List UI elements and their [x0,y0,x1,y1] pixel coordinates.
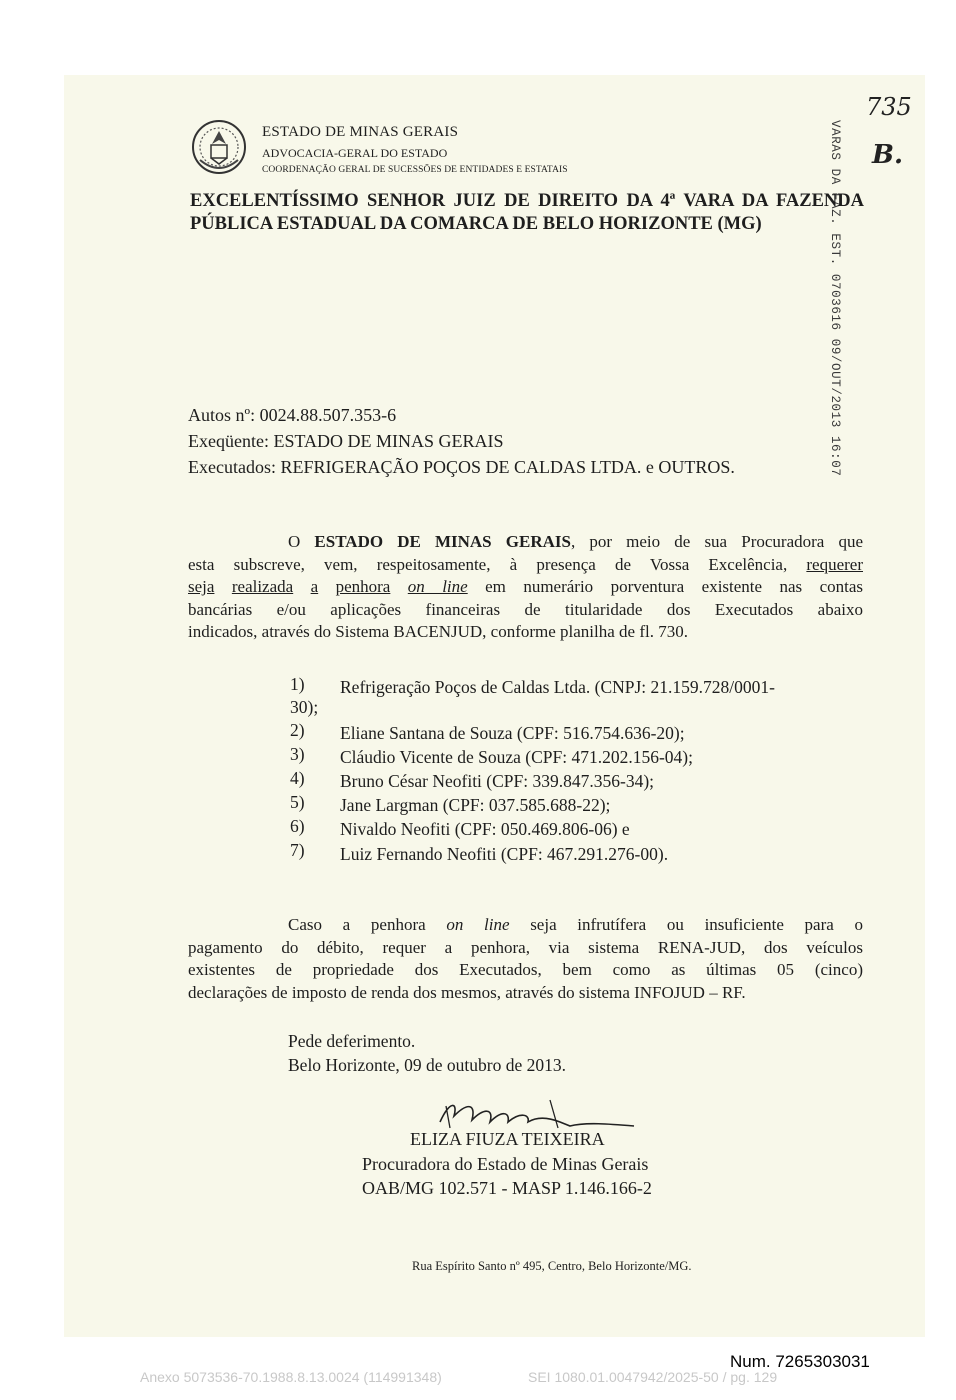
annex-reference: Anexo 5073536-70.1988.8.13.0024 (114991348) [140,1369,442,1385]
list-item: Refrigeração Poços de Caldas Ltda. (CNPJ: 21.159.728/0001- [340,677,775,697]
footer-address: Rua Espírito Santo nº 495, Centro, Belo Horizonte/MG. [412,1259,692,1273]
closing-request: Pede deferimento. [288,1031,416,1051]
request-paragraph: O ESTADO DE MINAS GERAIS, por meio de sua Procuradora que esta subscreve, vem, respeitosamente, à presença de Vossa Excelência, requerer seja realizada a penhora on line em numerário porventura existente nas contas bancárias e/ou aplicações financeiras de titularidade dos Executados abaixo indicados, através do Sistema BACENJUD, conforme planilha de fl. 730. [188,532,864,642]
case-plaintiff: Exeqüente: ESTADO DE MINAS GERAIS [188,431,504,451]
signatory-title: Procuradora do Estado de Minas Gerais [362,1154,649,1174]
list-item: Jane Largman (CPF: 037.585.688-22); [340,795,611,815]
signatory-name: ELIZA FIUZA TEIXEIRA [410,1129,605,1149]
case-number: Autos nº: 0024.88.507.353-6 [188,405,397,425]
sei-reference: SEI 1080.01.0047942/2025-50 / pg. 129 [528,1369,778,1385]
coat-of-arms-emblem [190,118,248,176]
list-item-number: 4) [290,768,305,788]
signatory-registration: OAB/MG 102.571 - MASP 1.146.166-2 [362,1178,652,1198]
list-item: Nivaldo Neofiti (CPF: 050.469.806-06) e [340,819,630,839]
alternative-request-paragraph: Caso a penhora on line seja infrutífera ou insuficiente para o pagamento do débito, requer a penhora, via sistema RENA-JUD, dos veículos existentes de propriedade dos Executados, bem como as últimas 05 (cinco) declarações de imposto de renda dos mesmos, através do sistema INFOJUD – RF. [188,915,863,1002]
list-item: Bruno César Neofiti (CPF: 339.847.356-34); [340,771,655,791]
case-defendants: Executados: REFRIGERAÇÃO POÇOS DE CALDAS LTDA. e OUTROS. [188,457,735,477]
party-name-bold: ESTADO DE MINAS GERAIS [314,532,571,551]
addressee-heading: EXCELENTÍSSIMO SENHOR JUIZ DE DIREITO DA 4ª VARA DA FAZENDA PÚBLICA ESTADUAL DA COMARCA DE BELO HORIZONTE (MG) [190,191,864,234]
handwritten-initial: B. [872,140,904,170]
header-state-name: ESTADO DE MINAS GERAIS [262,124,459,140]
protocol-stamp: VARAS DA FAZ. EST. 0703616 09/OUT/2013 16:07 [828,120,842,477]
list-item-number: 1) [290,674,305,694]
place-and-date: Belo Horizonte, 09 de outubro de 2013. [288,1055,567,1075]
list-item-number: 5) [290,792,305,812]
handwritten-page-number: 735 [866,93,912,121]
list-item-number: 2) [290,720,305,740]
list-item-number: 3) [290,744,305,764]
document-number: Num. 7265303031 [730,1352,870,1371]
list-item-number: 6) [290,816,305,836]
list-item: Eliane Santana de Souza (CPF: 516.754.636-20); [340,723,685,743]
list-item-continuation: 30); [290,697,319,717]
header-department-name: COORDENAÇÃO GERAL DE SUCESSÕES DE ENTIDADES E ESTATAIS [262,165,568,175]
header-agency-name: ADVOCACIA-GERAL DO ESTADO [262,146,448,160]
list-item-number: 7) [290,840,305,860]
list-item: Luiz Fernando Neofiti (CPF: 467.291.276-00). [340,844,669,864]
list-item: Cláudio Vicente de Souza (CPF: 471.202.156-04); [340,747,693,767]
